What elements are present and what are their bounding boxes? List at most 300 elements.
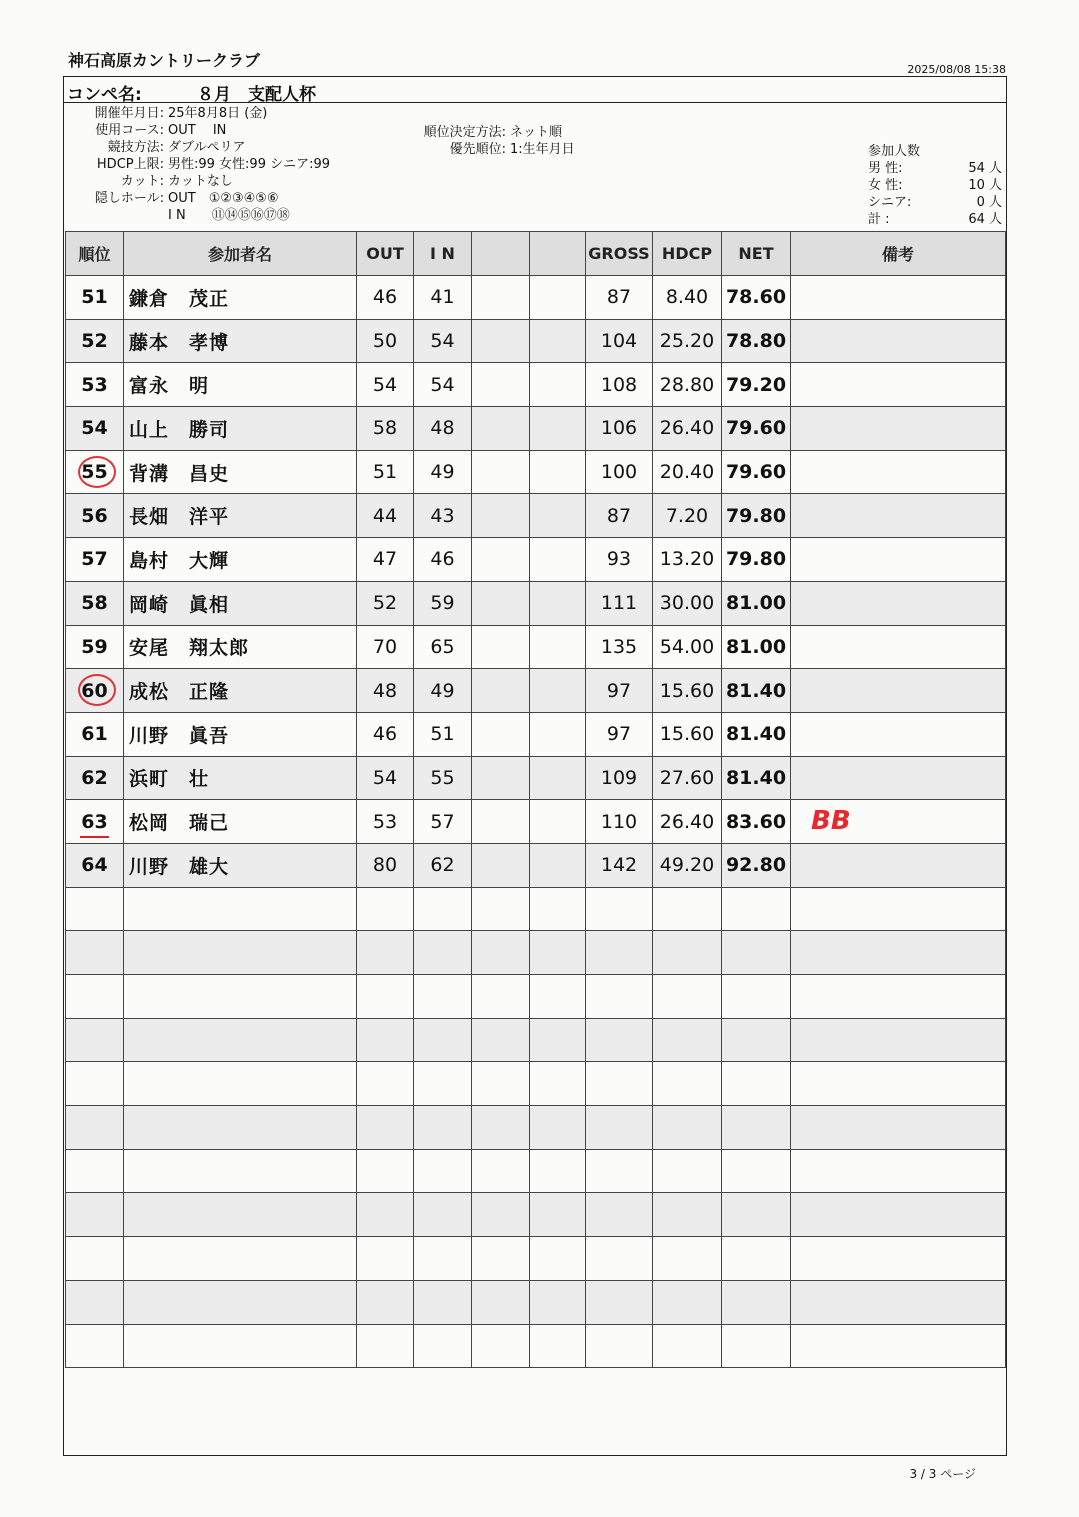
empty-cell bbox=[66, 1193, 124, 1237]
out-score: 54 bbox=[357, 363, 414, 407]
empty-cell bbox=[357, 1280, 414, 1324]
hdcp-value: 8.40 bbox=[653, 276, 722, 320]
empty-cell bbox=[722, 1324, 791, 1368]
table-row bbox=[66, 538, 1006, 582]
remarks-cell bbox=[791, 625, 1006, 669]
empty-cell bbox=[586, 931, 653, 975]
empty-cell bbox=[357, 1324, 414, 1368]
empty-cell bbox=[722, 931, 791, 975]
results-table bbox=[65, 231, 1006, 1368]
empty-cell bbox=[472, 1106, 530, 1150]
empty-cell bbox=[472, 887, 530, 931]
gross-score: 104 bbox=[586, 319, 653, 363]
empty-cell bbox=[722, 975, 791, 1019]
empty-cell bbox=[66, 1324, 124, 1368]
rank-value: 52 bbox=[81, 330, 108, 353]
out-score: 70 bbox=[357, 625, 414, 669]
gross-score: 97 bbox=[586, 712, 653, 756]
participant-value: 64 人 bbox=[968, 212, 1002, 227]
empty-cell bbox=[722, 1237, 791, 1281]
player-name: 川野 雄大 bbox=[124, 843, 357, 887]
empty-cell bbox=[357, 931, 414, 975]
empty-cell bbox=[530, 887, 586, 931]
empty-cell bbox=[791, 1324, 1006, 1368]
in-score: 49 bbox=[414, 450, 472, 494]
empty-cell bbox=[414, 887, 472, 931]
rank-value: 63 bbox=[81, 810, 108, 833]
empty-cell bbox=[357, 887, 414, 931]
rank-cell bbox=[66, 276, 124, 320]
player-name: 岡崎 眞相 bbox=[124, 581, 357, 625]
in-score: 51 bbox=[414, 712, 472, 756]
blank-cell bbox=[472, 581, 530, 625]
out-score: 48 bbox=[357, 669, 414, 713]
blank-cell bbox=[472, 712, 530, 756]
rank-value: 55 bbox=[81, 461, 108, 484]
remarks-cell bbox=[791, 319, 1006, 363]
gross-score: 111 bbox=[586, 581, 653, 625]
table-row bbox=[66, 450, 1006, 494]
empty-cell bbox=[472, 1149, 530, 1193]
empty-cell bbox=[414, 1237, 472, 1281]
blank-cell bbox=[530, 363, 586, 407]
player-name: 成松 正隆 bbox=[124, 669, 357, 713]
empty-cell bbox=[357, 1062, 414, 1106]
table-row bbox=[66, 494, 1006, 538]
column-header: HDCP bbox=[653, 232, 722, 276]
ranking-value: ネット順 bbox=[510, 125, 563, 140]
ranking-key: 順位決定方法: bbox=[423, 125, 506, 140]
in-score: 46 bbox=[414, 538, 472, 582]
empty-cell bbox=[124, 1237, 357, 1281]
info-line bbox=[68, 173, 330, 190]
empty-cell bbox=[722, 1018, 791, 1062]
out-score: 46 bbox=[357, 276, 414, 320]
in-score: 55 bbox=[414, 756, 472, 800]
rank-cell bbox=[66, 494, 124, 538]
column-header: 順位 bbox=[66, 232, 124, 276]
empty-cell bbox=[124, 975, 357, 1019]
rank-value: 64 bbox=[81, 854, 108, 877]
remarks-cell bbox=[791, 756, 1006, 800]
in-score: 65 bbox=[414, 625, 472, 669]
table-row bbox=[66, 363, 1006, 407]
out-score: 80 bbox=[357, 843, 414, 887]
in-score: 62 bbox=[414, 843, 472, 887]
in-score: 57 bbox=[414, 800, 472, 844]
gross-score: 135 bbox=[586, 625, 653, 669]
table-row bbox=[66, 712, 1006, 756]
net-score: 92.80 bbox=[722, 843, 791, 887]
out-score: 51 bbox=[357, 450, 414, 494]
hdcp-value: 15.60 bbox=[653, 712, 722, 756]
hdcp-value: 25.20 bbox=[653, 319, 722, 363]
net-score: 79.80 bbox=[722, 494, 791, 538]
net-score: 79.80 bbox=[722, 538, 791, 582]
rank-cell bbox=[66, 669, 124, 713]
ranking-line bbox=[384, 141, 575, 158]
ranking-value: 1:生年月日 bbox=[510, 142, 575, 157]
competition-name: ８月 支配人杯 bbox=[197, 85, 316, 105]
empty-row bbox=[66, 1018, 1006, 1062]
blank-cell bbox=[530, 538, 586, 582]
info-value: ダブルペリア bbox=[168, 140, 246, 155]
empty-cell bbox=[791, 1062, 1006, 1106]
blank-cell bbox=[530, 843, 586, 887]
info-line bbox=[68, 207, 330, 224]
empty-cell bbox=[791, 1018, 1006, 1062]
info-line bbox=[68, 139, 330, 156]
gross-score: 87 bbox=[586, 276, 653, 320]
remarks-cell bbox=[791, 450, 1006, 494]
empty-cell bbox=[472, 975, 530, 1019]
empty-cell bbox=[586, 975, 653, 1019]
blank-cell bbox=[472, 756, 530, 800]
participant-count-title: 参加人数 bbox=[868, 144, 921, 159]
empty-cell bbox=[530, 1062, 586, 1106]
participant-row bbox=[868, 160, 1002, 177]
blank-cell bbox=[472, 450, 530, 494]
blank-cell bbox=[472, 800, 530, 844]
player-name: 山上 勝司 bbox=[124, 407, 357, 451]
remarks-cell bbox=[791, 581, 1006, 625]
empty-cell bbox=[530, 1149, 586, 1193]
event-info bbox=[68, 105, 330, 224]
empty-cell bbox=[124, 931, 357, 975]
empty-cell bbox=[357, 975, 414, 1019]
blank-cell bbox=[530, 756, 586, 800]
player-name: 藤本 孝博 bbox=[124, 319, 357, 363]
blank-cell bbox=[530, 669, 586, 713]
gross-score: 106 bbox=[586, 407, 653, 451]
empty-cell bbox=[124, 1018, 357, 1062]
empty-cell bbox=[653, 1018, 722, 1062]
empty-cell bbox=[66, 931, 124, 975]
in-score: 54 bbox=[414, 319, 472, 363]
empty-cell bbox=[653, 1062, 722, 1106]
participant-row bbox=[868, 194, 1002, 211]
empty-row bbox=[66, 1062, 1006, 1106]
in-score: 43 bbox=[414, 494, 472, 538]
info-key: 競技方法: bbox=[107, 140, 164, 155]
player-name: 安尾 翔太郎 bbox=[124, 625, 357, 669]
handwritten-circle-mark bbox=[78, 456, 116, 488]
hdcp-value: 30.00 bbox=[653, 581, 722, 625]
info-key: HDCP上限: bbox=[96, 157, 164, 172]
rank-cell bbox=[66, 581, 124, 625]
empty-row bbox=[66, 975, 1006, 1019]
empty-cell bbox=[530, 1324, 586, 1368]
blank-cell bbox=[530, 712, 586, 756]
info-value: カットなし bbox=[168, 174, 233, 189]
rank-cell bbox=[66, 800, 124, 844]
empty-cell bbox=[357, 1018, 414, 1062]
blank-cell bbox=[472, 319, 530, 363]
participant-key: 女 性: bbox=[868, 178, 903, 193]
column-header: 参加者名 bbox=[124, 232, 357, 276]
column-header bbox=[472, 232, 530, 276]
out-score: 52 bbox=[357, 581, 414, 625]
hdcp-value: 26.40 bbox=[653, 407, 722, 451]
gross-score: 108 bbox=[586, 363, 653, 407]
empty-cell bbox=[414, 1062, 472, 1106]
blank-cell bbox=[472, 276, 530, 320]
table-row bbox=[66, 407, 1006, 451]
rank-cell bbox=[66, 712, 124, 756]
empty-cell bbox=[472, 1062, 530, 1106]
empty-cell bbox=[124, 1149, 357, 1193]
rank-cell bbox=[66, 843, 124, 887]
empty-cell bbox=[530, 1237, 586, 1281]
gross-score: 109 bbox=[586, 756, 653, 800]
page-number: 3 / 3 ページ bbox=[909, 1467, 976, 1481]
empty-cell bbox=[722, 1106, 791, 1150]
info-key: 開催年月日: bbox=[94, 106, 164, 121]
empty-row bbox=[66, 1237, 1006, 1281]
ranking-info bbox=[384, 124, 575, 158]
empty-cell bbox=[530, 1018, 586, 1062]
empty-cell bbox=[586, 1324, 653, 1368]
net-score: 79.60 bbox=[722, 450, 791, 494]
rank-cell bbox=[66, 319, 124, 363]
blank-cell bbox=[472, 538, 530, 582]
empty-row bbox=[66, 1280, 1006, 1324]
rank-value: 61 bbox=[81, 723, 108, 746]
blank-cell bbox=[530, 581, 586, 625]
remarks-cell bbox=[791, 276, 1006, 320]
hdcp-value: 26.40 bbox=[653, 800, 722, 844]
gross-score: 142 bbox=[586, 843, 653, 887]
out-score: 53 bbox=[357, 800, 414, 844]
remarks-cell bbox=[791, 407, 1006, 451]
player-name: 鎌倉 茂正 bbox=[124, 276, 357, 320]
empty-cell bbox=[791, 1280, 1006, 1324]
empty-cell bbox=[472, 1237, 530, 1281]
rank-cell bbox=[66, 450, 124, 494]
empty-cell bbox=[791, 931, 1006, 975]
empty-cell bbox=[357, 1106, 414, 1150]
player-name: 松岡 瑞己 bbox=[124, 800, 357, 844]
empty-cell bbox=[653, 1149, 722, 1193]
info-key: 使用コース: bbox=[95, 123, 164, 138]
in-score: 49 bbox=[414, 669, 472, 713]
handwritten-circle-mark bbox=[78, 674, 116, 706]
empty-cell bbox=[586, 1062, 653, 1106]
empty-cell bbox=[586, 1106, 653, 1150]
competition-header bbox=[64, 77, 1006, 103]
empty-cell bbox=[586, 1149, 653, 1193]
blank-cell bbox=[472, 669, 530, 713]
net-score: 78.60 bbox=[722, 276, 791, 320]
info-line bbox=[68, 190, 330, 207]
empty-cell bbox=[124, 1062, 357, 1106]
blank-cell bbox=[472, 407, 530, 451]
empty-cell bbox=[530, 1106, 586, 1150]
empty-cell bbox=[791, 887, 1006, 931]
info-value: OUT ①②③④⑤⑥ bbox=[168, 191, 279, 206]
empty-cell bbox=[357, 1149, 414, 1193]
info-value: I N ⑪⑭⑮⑯⑰⑱ bbox=[168, 208, 290, 223]
blank-cell bbox=[472, 363, 530, 407]
hdcp-value: 15.60 bbox=[653, 669, 722, 713]
empty-row bbox=[66, 1106, 1006, 1150]
empty-row bbox=[66, 1193, 1006, 1237]
blank-cell bbox=[530, 276, 586, 320]
hdcp-value: 20.40 bbox=[653, 450, 722, 494]
rank-value: 53 bbox=[81, 373, 108, 396]
rank-cell bbox=[66, 538, 124, 582]
blank-cell bbox=[530, 625, 586, 669]
remarks-cell bbox=[791, 712, 1006, 756]
column-header: 備考 bbox=[791, 232, 1006, 276]
info-value: 男性:99 女性:99 シニア:99 bbox=[168, 157, 331, 172]
blank-cell bbox=[530, 319, 586, 363]
table-row bbox=[66, 581, 1006, 625]
player-name: 富永 明 bbox=[124, 363, 357, 407]
empty-cell bbox=[124, 1106, 357, 1150]
participant-count bbox=[868, 143, 1002, 228]
net-score: 81.00 bbox=[722, 625, 791, 669]
rank-value: 51 bbox=[81, 286, 108, 309]
out-score: 47 bbox=[357, 538, 414, 582]
rank-cell bbox=[66, 756, 124, 800]
column-header: GROSS bbox=[586, 232, 653, 276]
player-name: 島村 大輝 bbox=[124, 538, 357, 582]
results-frame bbox=[63, 76, 1007, 1456]
empty-cell bbox=[66, 975, 124, 1019]
rank-value: 56 bbox=[81, 504, 108, 527]
empty-cell bbox=[653, 1237, 722, 1281]
empty-cell bbox=[414, 931, 472, 975]
empty-cell bbox=[791, 1106, 1006, 1150]
table-row bbox=[66, 756, 1006, 800]
empty-cell bbox=[414, 1280, 472, 1324]
empty-row bbox=[66, 887, 1006, 931]
empty-cell bbox=[124, 887, 357, 931]
empty-cell bbox=[722, 887, 791, 931]
rank-cell bbox=[66, 363, 124, 407]
blank-cell bbox=[472, 494, 530, 538]
empty-cell bbox=[124, 1193, 357, 1237]
column-header bbox=[530, 232, 586, 276]
empty-cell bbox=[791, 1149, 1006, 1193]
info-line bbox=[68, 122, 330, 139]
out-score: 44 bbox=[357, 494, 414, 538]
remarks-cell bbox=[791, 669, 1006, 713]
gross-score: 110 bbox=[586, 800, 653, 844]
empty-cell bbox=[414, 1324, 472, 1368]
empty-cell bbox=[653, 1324, 722, 1368]
gross-score: 100 bbox=[586, 450, 653, 494]
handwritten-underline-mark bbox=[80, 836, 109, 838]
rank-cell bbox=[66, 625, 124, 669]
empty-cell bbox=[472, 931, 530, 975]
empty-cell bbox=[414, 1106, 472, 1150]
info-key: カット: bbox=[120, 174, 164, 189]
info-value: OUT IN bbox=[168, 123, 227, 138]
empty-cell bbox=[472, 1018, 530, 1062]
rank-value: 54 bbox=[81, 417, 108, 440]
empty-cell bbox=[722, 1193, 791, 1237]
participant-key: 計 : bbox=[868, 212, 890, 227]
empty-cell bbox=[357, 1237, 414, 1281]
net-score: 78.80 bbox=[722, 319, 791, 363]
table-row bbox=[66, 319, 1006, 363]
net-score: 79.20 bbox=[722, 363, 791, 407]
empty-cell bbox=[66, 1062, 124, 1106]
empty-cell bbox=[653, 931, 722, 975]
in-score: 54 bbox=[414, 363, 472, 407]
table-header bbox=[66, 232, 1006, 276]
empty-cell bbox=[653, 1280, 722, 1324]
out-score: 54 bbox=[357, 756, 414, 800]
rank-value: 58 bbox=[81, 592, 108, 615]
blank-cell bbox=[530, 494, 586, 538]
out-score: 50 bbox=[357, 319, 414, 363]
participant-key: シニア: bbox=[868, 195, 912, 210]
empty-cell bbox=[414, 1149, 472, 1193]
table-row bbox=[66, 625, 1006, 669]
participant-row bbox=[868, 211, 1002, 228]
hdcp-value: 13.20 bbox=[653, 538, 722, 582]
empty-row bbox=[66, 931, 1006, 975]
gross-score: 93 bbox=[586, 538, 653, 582]
info-line bbox=[68, 156, 330, 173]
player-name: 背溝 昌史 bbox=[124, 450, 357, 494]
blank-cell bbox=[530, 450, 586, 494]
table-row bbox=[66, 669, 1006, 713]
empty-cell bbox=[653, 887, 722, 931]
hdcp-value: 7.20 bbox=[653, 494, 722, 538]
hdcp-value: 54.00 bbox=[653, 625, 722, 669]
remarks-cell bbox=[791, 800, 1006, 844]
handwritten-remark: BB bbox=[811, 806, 851, 837]
empty-cell bbox=[722, 1280, 791, 1324]
empty-cell bbox=[414, 1018, 472, 1062]
empty-cell bbox=[124, 1324, 357, 1368]
info-line bbox=[68, 105, 330, 122]
net-score: 81.40 bbox=[722, 756, 791, 800]
rank-value: 60 bbox=[81, 679, 108, 702]
column-header: OUT bbox=[357, 232, 414, 276]
out-score: 46 bbox=[357, 712, 414, 756]
in-score: 48 bbox=[414, 407, 472, 451]
blank-cell bbox=[530, 407, 586, 451]
empty-cell bbox=[791, 1237, 1006, 1281]
participant-row bbox=[868, 177, 1002, 194]
net-score: 81.40 bbox=[722, 669, 791, 713]
remarks-cell bbox=[791, 363, 1006, 407]
empty-cell bbox=[653, 1193, 722, 1237]
empty-cell bbox=[530, 1193, 586, 1237]
empty-cell bbox=[530, 931, 586, 975]
empty-cell bbox=[66, 1018, 124, 1062]
empty-cell bbox=[472, 1193, 530, 1237]
column-header: I N bbox=[414, 232, 472, 276]
empty-cell bbox=[791, 1193, 1006, 1237]
rank-value: 62 bbox=[81, 766, 108, 789]
in-score: 59 bbox=[414, 581, 472, 625]
empty-cell bbox=[472, 1324, 530, 1368]
hdcp-value: 28.80 bbox=[653, 363, 722, 407]
empty-cell bbox=[653, 1106, 722, 1150]
remarks-cell bbox=[791, 494, 1006, 538]
participant-value: 10 人 bbox=[968, 178, 1002, 193]
participant-value: 0 人 bbox=[976, 195, 1002, 210]
empty-cell bbox=[66, 1280, 124, 1324]
empty-cell bbox=[653, 975, 722, 1019]
out-score: 58 bbox=[357, 407, 414, 451]
